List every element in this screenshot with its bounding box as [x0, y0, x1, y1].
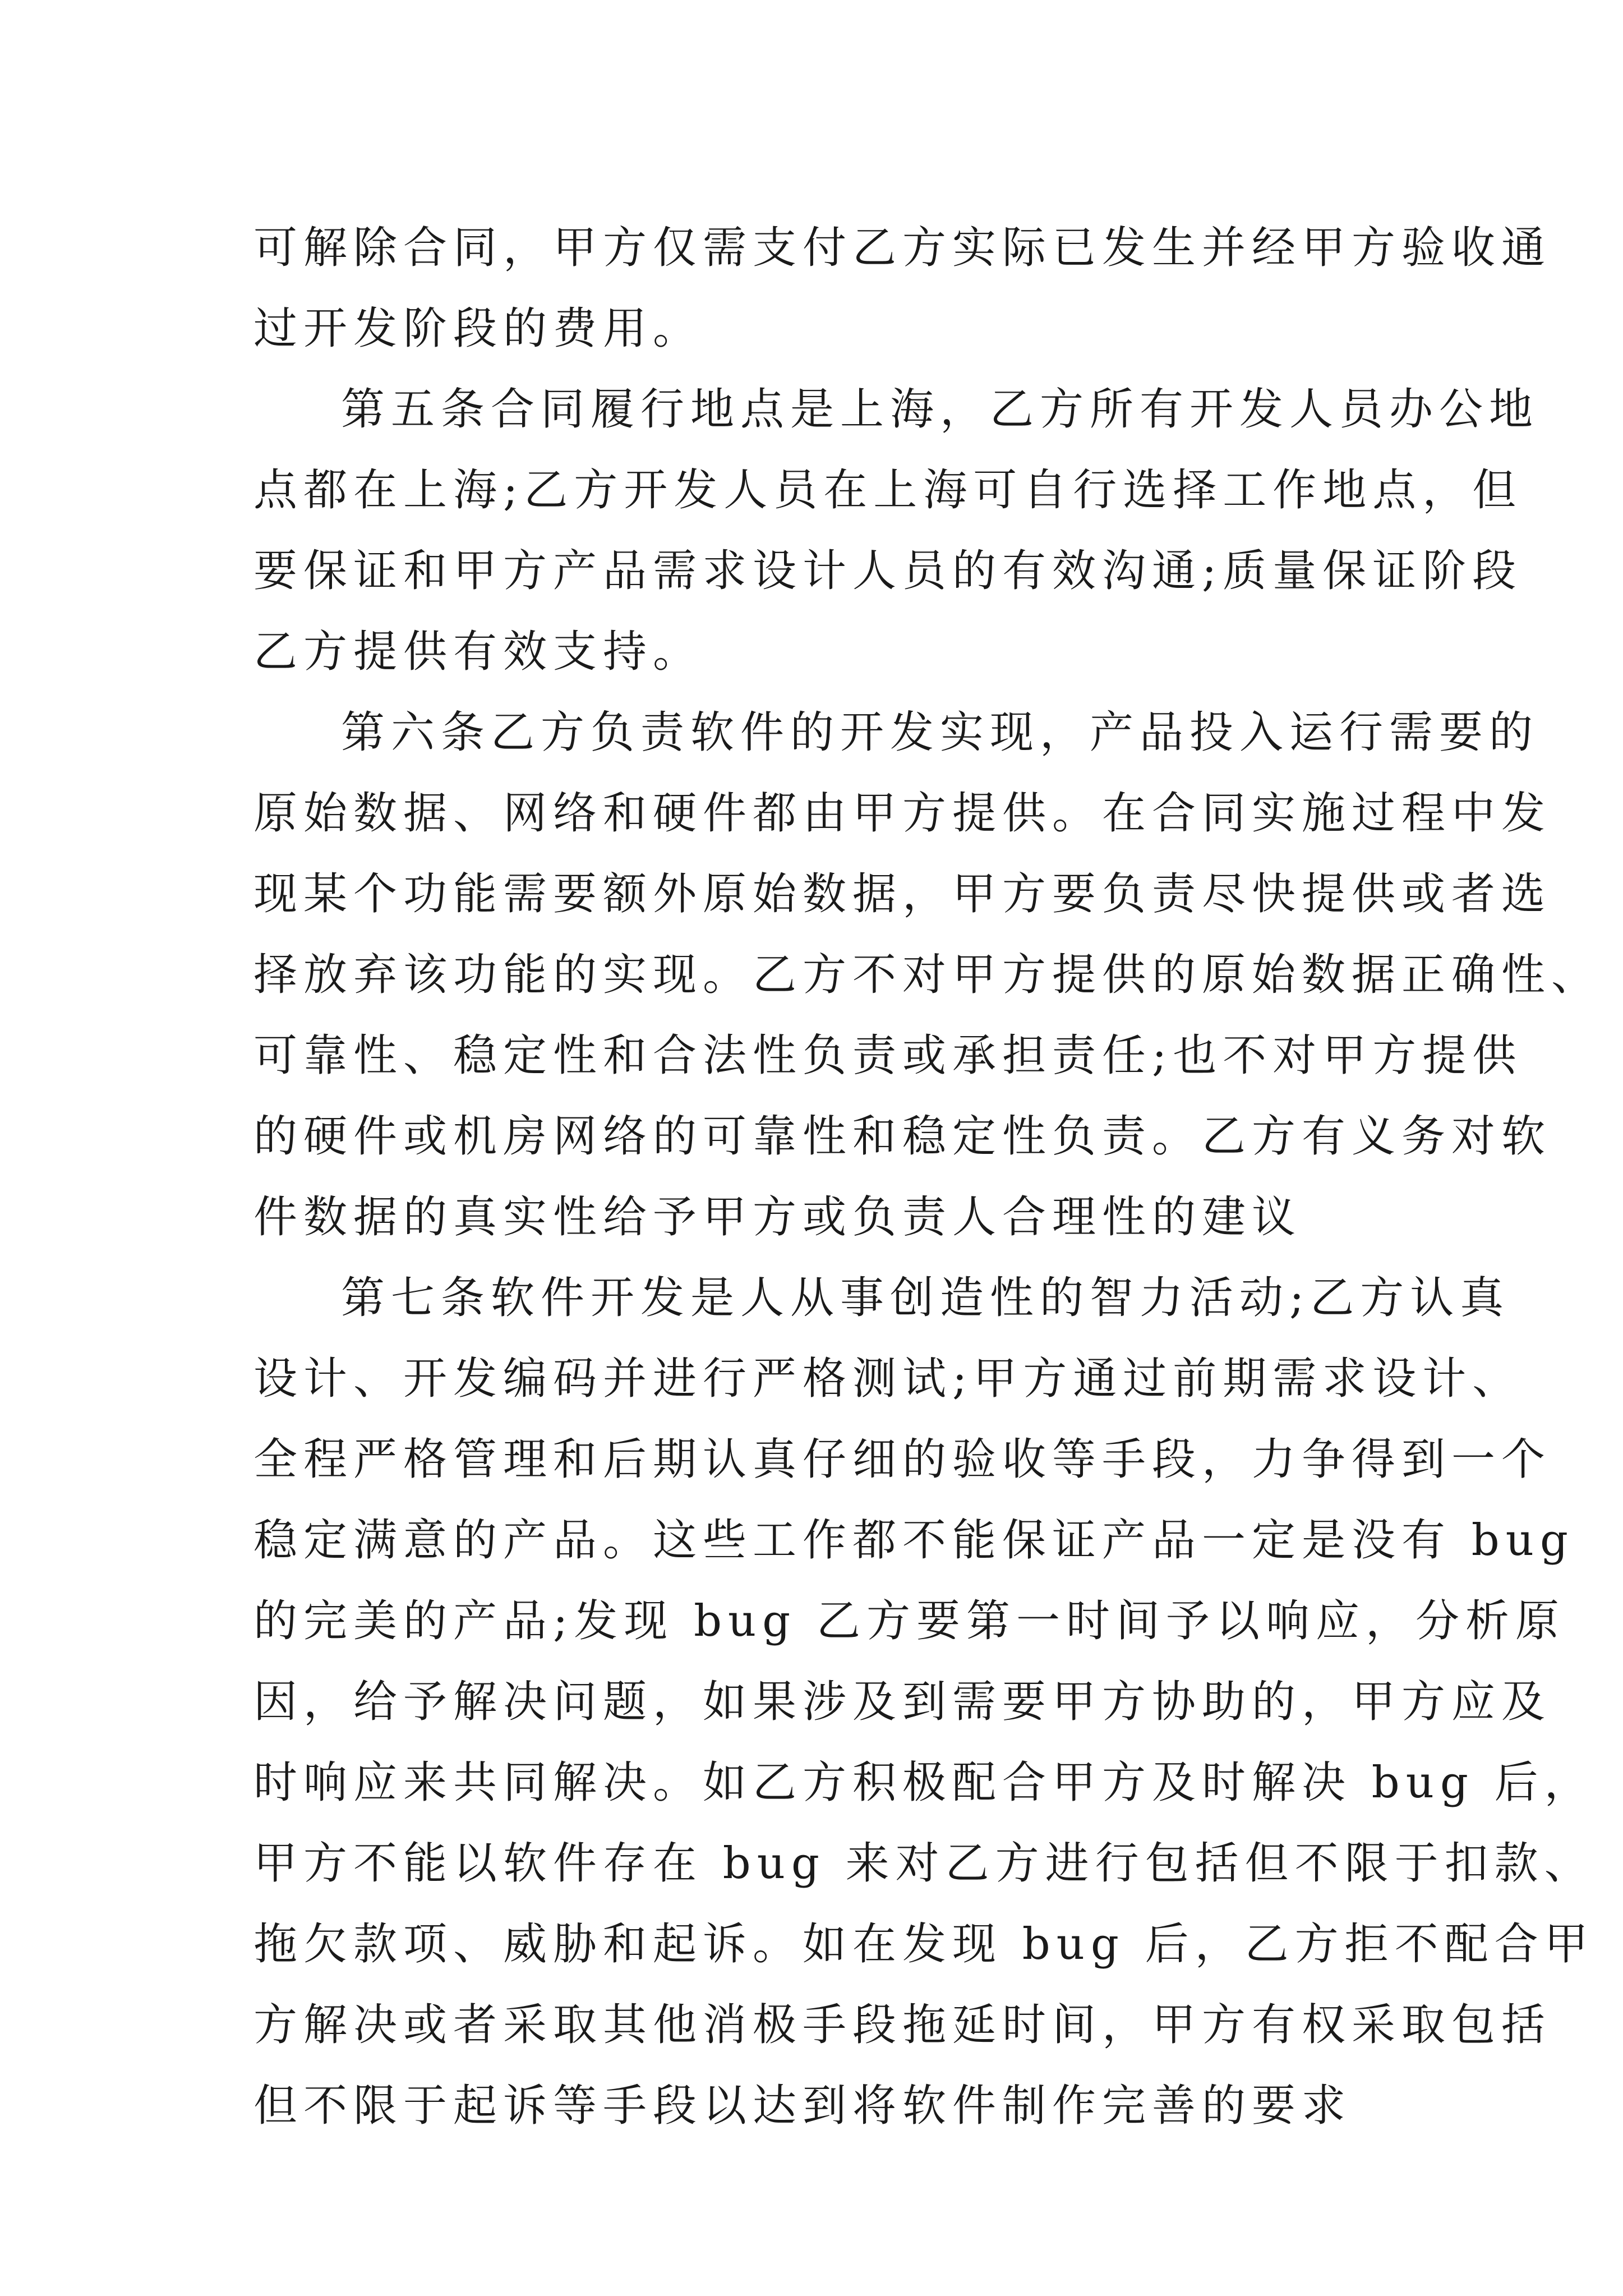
article-6-first-line: 第六条乙方负责软件的开发实现，产品投入运行需要的 — [341, 707, 1539, 758]
text-line: 的硬件或机房网络的可靠性和稳定性负责。乙方有义务对软 — [253, 1111, 1552, 1162]
text-line: 件数据的真实性给予甲方或负责人合理性的建议 — [253, 1192, 1302, 1243]
text-line: 设计、开发编码并进行严格测试;甲方通过前期需求设计、 — [253, 1354, 1523, 1404]
text-line: 点都在上海;乙方开发人员在上海可自行选择工作地点，但 — [253, 465, 1523, 516]
text-line: 全程严格管理和后期认真仔细的验收等手段，力争得到一个 — [253, 1434, 1552, 1485]
text-line: 拖欠款项、威胁和起诉。如在发现 bug 后，乙方拒不配合甲 — [253, 1919, 1594, 1970]
text-line: 稳定满意的产品。这些工作都不能保证产品一定是没有 bug — [253, 1515, 1574, 1566]
text-line: 原始数据、网络和硬件都由甲方提供。在合同实施过程中发 — [253, 788, 1552, 839]
text-line: 现某个功能需要额外原始数据，甲方要负责尽快提供或者选 — [253, 869, 1552, 919]
contract-text — [253, 208, 1602, 2146]
article-7-first-line: 第七条软件开发是人从事创造性的智力活动;乙方认真 — [341, 1273, 1510, 1323]
text-line: 但不限于起诉等手段以达到将软件制作完善的要求 — [253, 2081, 1352, 2131]
text-line: 的完美的产品;发现 bug 乙方要第一时间予以响应，分析原 — [253, 1596, 1565, 1646]
text-line: 乙方提供有效支持。 — [253, 627, 703, 677]
text-line: 方解决或者采取其他消极手段拖延时间，甲方有权采取包括 — [253, 2000, 1552, 2050]
text-line: 时响应来共同解决。如乙方积极配合甲方及时解决 bug 后， — [253, 1757, 1594, 1808]
text-line: 可解除合同，甲方仅需支付乙方实际已发生并经甲方验收通 — [253, 223, 1552, 273]
text-line: 择放弃该功能的实现。乙方不对甲方提供的原始数据正确性、 — [253, 950, 1602, 1000]
text-line: 可靠性、稳定性和合法性负责或承担责任;也不对甲方提供 — [253, 1030, 1523, 1081]
text-line: 要保证和甲方产品需求设计人员的有效沟通;质量保证阶段 — [253, 546, 1523, 596]
text-line: 甲方不能以软件存在 bug 来对乙方进行包括但不限于扣款、 — [253, 1838, 1594, 1889]
text-line: 过开发阶段的费用。 — [253, 303, 703, 354]
article-5-first-line: 第五条合同履行地点是上海，乙方所有开发人员办公地 — [341, 384, 1539, 435]
text-line: 因，给予解决问题，如果涉及到需要甲方协助的，甲方应及 — [253, 1677, 1552, 1727]
